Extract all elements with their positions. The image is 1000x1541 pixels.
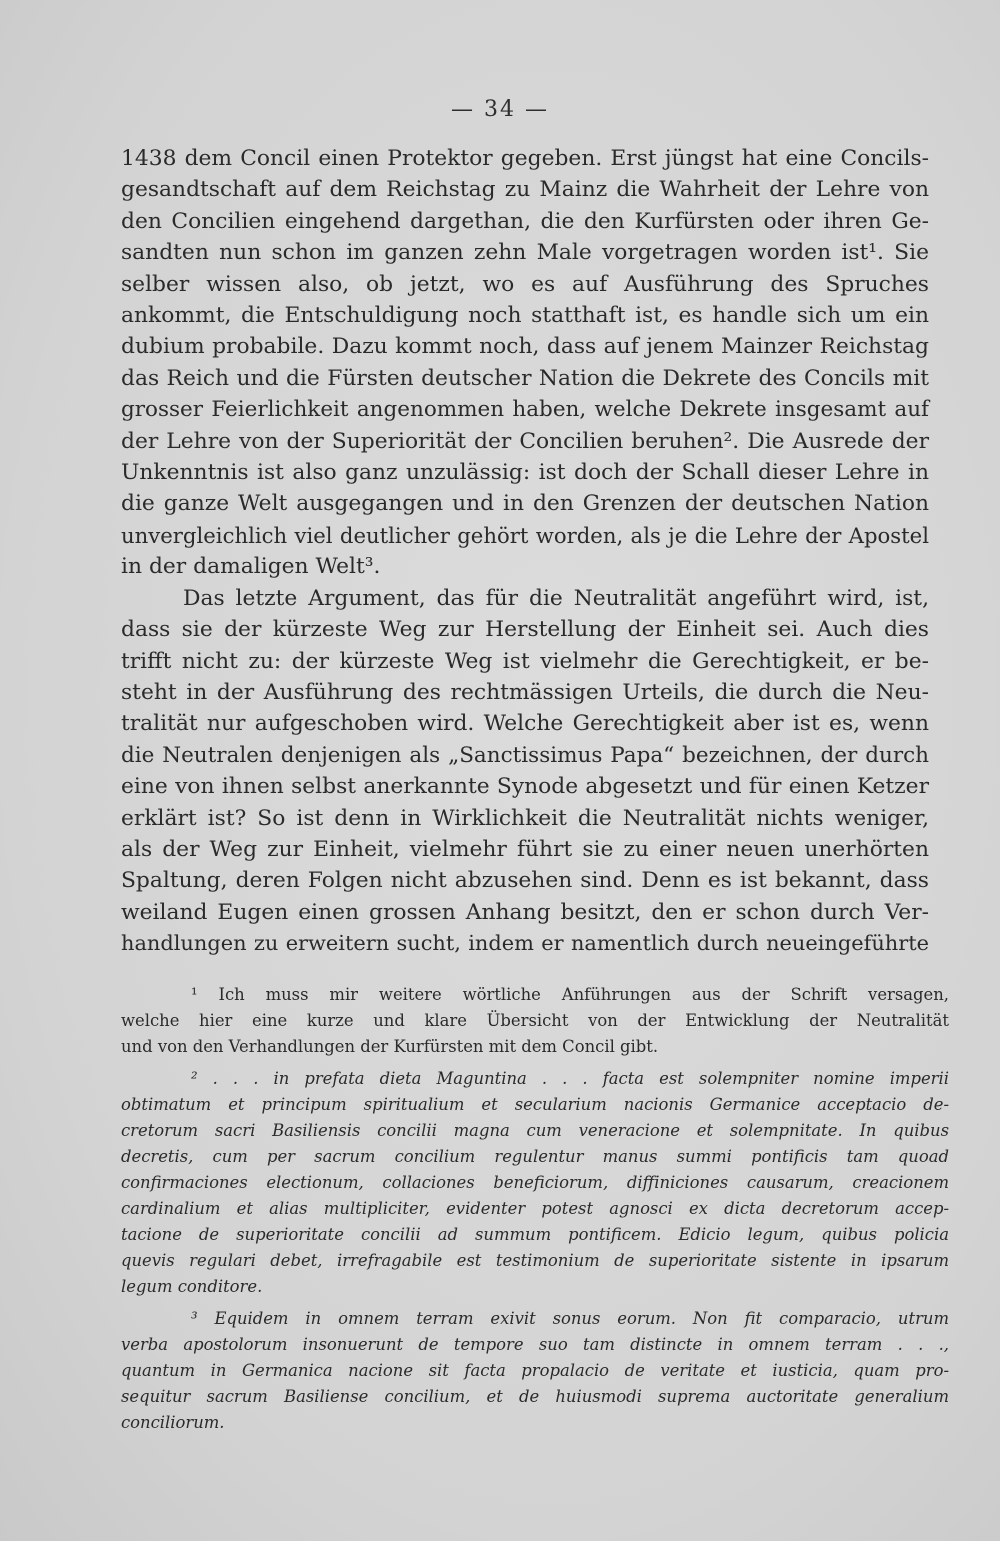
footnote-line: conciliorum. xyxy=(121,1413,225,1432)
text-line: als der Weg zur Einheit, vielmehr führt sie zu einer neuen unerhörten xyxy=(121,836,929,862)
footnote-line: ¹ Ich muss mir weitere wörtliche Anführungen aus der Schrift versagen, xyxy=(191,985,949,1004)
text-line: den Concilien eingehend dargethan, die den Kurfürsten oder ihren Ge- xyxy=(121,208,929,234)
text-line: erklärt ist? So ist denn in Wirklichkeit die Neutralität nichts weniger, xyxy=(121,805,929,831)
footnote-line: quantum in Germanica nacione sit facta propalacio de veritate et iusticia, quam pro- xyxy=(121,1361,949,1380)
paragraph-2 xyxy=(121,583,929,960)
footnote-line: decretis, cum per sacrum concilium regulentur manus summi pontificis tam quoad xyxy=(121,1147,949,1166)
footnote-2 xyxy=(121,1066,949,1300)
text-line: dass sie der kürzeste Weg zur Herstellung der Einheit sei. Auch dies xyxy=(121,617,929,643)
footnote-line: sequitur sacrum Basiliense concilium, et de huiusmodi suprema auctoritate generalium xyxy=(121,1387,949,1406)
text-line: tralität nur aufgeschoben wird. Welche Gerechtigkeit aber ist es, wenn xyxy=(121,711,929,737)
text-line: in der damaligen Welt³. xyxy=(121,554,381,580)
footnotes xyxy=(121,982,949,1442)
footnote-line: verba apostolorum insonuerunt de tempore suo tam distincte in omnem terram . . ., xyxy=(121,1335,949,1354)
text-line: die ganze Welt ausgegangen und in den Grenzen der deutschen Nation xyxy=(121,491,929,517)
footnote-line: quevis regulari debet, irrefragabile est testimonium de superioritate sistente in ipsarum xyxy=(121,1251,949,1270)
text-line: weiland Eugen einen grossen Anhang besitzt, den er schon durch Ver- xyxy=(121,899,929,925)
text-line: Das letzte Argument, das für die Neutralität angeführt wird, ist, xyxy=(183,585,929,611)
text-line: trifft nicht zu: der kürzeste Weg ist vielmehr die Gerechtigkeit, er be- xyxy=(121,648,929,674)
text-line: Spaltung, deren Folgen nicht abzusehen sind. Denn es ist bekannt, dass xyxy=(121,868,929,894)
footnote-3 xyxy=(121,1306,949,1436)
text-line: der Lehre von der Superiorität der Concilien beruhen². Die Ausrede der xyxy=(121,428,929,454)
text-line: steht in der Ausführung des rechtmässigen Urteils, die durch die Neu- xyxy=(121,679,929,705)
text-line: Unkenntnis ist also ganz unzulässig: ist doch der Schall dieser Lehre in xyxy=(121,460,929,486)
text-line: handlungen zu erweitern sucht, indem er namentlich durch neueingeführte xyxy=(121,931,929,956)
footnote-line: obtimatum et principum spiritualium et secularium nacionis Germanice acceptacio de- xyxy=(121,1095,949,1114)
footnote-line: ³ Equidem in omnem terram exivit sonus eorum. Non fit comparacio, utrum xyxy=(191,1309,949,1328)
text-line: unvergleichlich viel deutlicher gehört worden, als je die Lehre der Apostel xyxy=(121,522,929,548)
footnote-line: cardinalium et alias multipliciter, evidenter potest agnosci ex dicta decretorum accep- xyxy=(121,1199,949,1218)
footnote-line: tacione de superioritate concilii ad summum pontificem. Edicio legum, quibus policia xyxy=(121,1225,949,1244)
text-line: das Reich und die Fürsten deutscher Nation die Dekrete des Concils mit xyxy=(121,365,929,391)
text-line: dubium probabile. Dazu kommt noch, dass auf jenem Mainzer Reichstag xyxy=(121,334,929,360)
footnote-line: ² . . . in prefata dieta Maguntina . . . facta est solempniter nomine imperii xyxy=(191,1069,949,1088)
main-text xyxy=(121,143,929,960)
footnote-line: legum conditore. xyxy=(121,1277,263,1296)
text-line: die Neutralen denjenigen als „Sanctissimus Papa“ bezeichnen, der durch xyxy=(121,742,929,768)
text-line: 1438 dem Concil einen Protektor gegeben. Erst jüngst hat eine Concils- xyxy=(121,146,929,171)
page-number: — 34 — xyxy=(451,97,549,122)
paragraph-1 xyxy=(121,143,929,583)
text-line: eine von ihnen selbst anerkannte Synode abgesetzt und für einen Ketzer xyxy=(121,774,929,800)
footnote-line: und von den Verhandlungen der Kurfürsten mit dem Concil gibt. xyxy=(121,1037,659,1056)
text-line: sandten nun schon im ganzen zehn Male vorgetragen worden ist¹. Sie xyxy=(121,240,929,266)
text-line: gesandtschaft auf dem Reichstag zu Mainz die Wahrheit der Lehre von xyxy=(121,177,929,203)
text-line: selber wissen also, ob jetzt, wo es auf Ausführung des Spruches xyxy=(121,271,929,297)
footnote-line: cretorum sacri Basiliensis concilii magna cum veneracione et solempnitate. In quibus xyxy=(121,1121,949,1140)
footnote-line: confirmaciones electionum, collaciones beneficiorum, diffiniciones causarum, creacionem xyxy=(121,1173,949,1192)
footnote-1 xyxy=(121,982,949,1060)
footnote-line: welche hier eine kurze und klare Übersicht von der Entwicklung der Neutralität xyxy=(121,1011,949,1030)
text-line: grosser Feierlichkeit angenommen haben, welche Dekrete insgesamt auf xyxy=(121,397,929,423)
text-line: ankommt, die Entschuldigung noch statthaft ist, es handle sich um ein xyxy=(121,303,929,329)
